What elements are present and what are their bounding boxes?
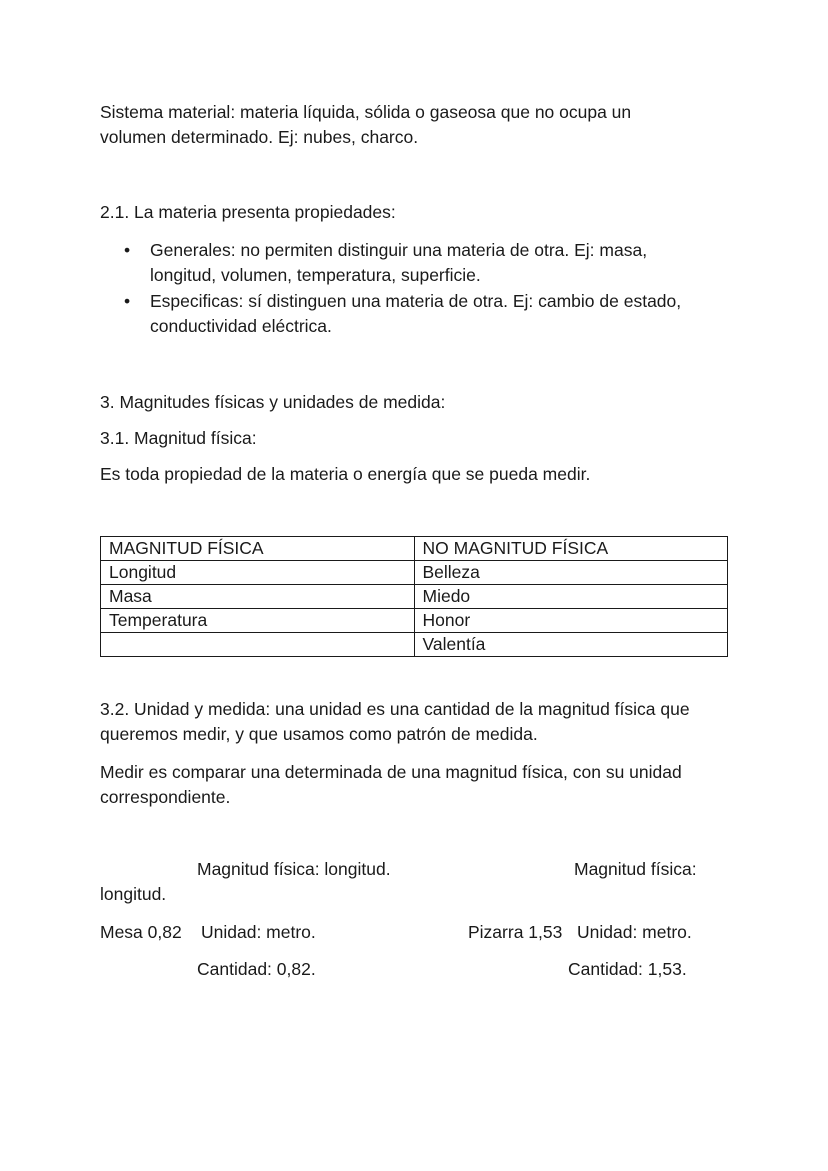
example-right-unit: Unidad: metro. [577, 922, 692, 942]
list-item-line-2: conductividad eléctrica. [150, 316, 332, 336]
table-row [101, 561, 728, 585]
table-header-cell: NO MAGNITUD FÍSICA [414, 537, 728, 561]
definition-text: Es toda propiedad de la materia o energía que se pueda medir. [100, 464, 591, 484]
table-header-row [101, 537, 728, 561]
example-right-quantity: Cantidad: 1,53. [568, 959, 687, 979]
table-cell: Honor [414, 609, 728, 633]
bullet-icon: • [124, 240, 131, 260]
example-right-object: Pizarra 1,53 [468, 922, 563, 942]
table-cell: Masa [101, 585, 415, 609]
example-left-quantity: Cantidad: 0,82. [197, 959, 316, 979]
table-row [101, 609, 728, 633]
section-3-2-line-1: 3.2. Unidad y medida: una unidad es una cantidad de la magnitud física que [100, 699, 690, 719]
list-item-line-2: longitud, volumen, temperatura, superficie. [150, 265, 481, 285]
section-3-2-paragraph [100, 697, 730, 747]
list-item-especificas [100, 289, 730, 339]
intro-paragraph [100, 100, 730, 150]
table-header-cell: MAGNITUD FÍSICA [101, 537, 415, 561]
bullet-icon: • [124, 291, 131, 311]
list-item-line-1: Generales: no permiten distinguir una materia de otra. Ej: masa, [150, 240, 648, 260]
table-row [101, 585, 728, 609]
table-cell: Miedo [414, 585, 728, 609]
list-item-line-1: Especificas: sí distinguen una materia de otra. Ej: cambio de estado, [150, 291, 682, 311]
section-3-1-heading: 3.1. Magnitud física: [100, 428, 257, 448]
example-right-magnitude: Magnitud física: [574, 859, 697, 879]
table-cell: Temperatura [101, 609, 415, 633]
intro-line-2: volumen determinado. Ej: nubes, charco. [100, 127, 419, 147]
list-item-generales [100, 238, 730, 288]
table-row [101, 633, 728, 657]
table-cell [101, 633, 415, 657]
section-3-heading: 3. Magnitudes físicas y unidades de medida: [100, 392, 446, 412]
magnitudes-table [100, 536, 728, 657]
measure-line-1: Medir es comparar una determinada de una magnitud física, con su unidad [100, 762, 682, 782]
example-left-magnitude: Magnitud física: longitud. [197, 859, 391, 879]
measure-paragraph [100, 760, 730, 810]
table-cell: Belleza [414, 561, 728, 585]
table-cell: Valentía [414, 633, 728, 657]
example-left-object: Mesa 0,82 [100, 922, 182, 942]
example-wrap-word: longitud. [100, 884, 167, 904]
properties-list [100, 238, 730, 340]
table-cell: Longitud [101, 561, 415, 585]
intro-line-1: Sistema material: materia líquida, sólida o gaseosa que no ocupa un [100, 102, 632, 122]
section-3-2-line-2: queremos medir, y que usamos como patrón de medida. [100, 724, 538, 744]
section-2-1-heading: 2.1. La materia presenta propiedades: [100, 202, 396, 222]
measure-line-2: correspondiente. [100, 787, 231, 807]
example-left-unit: Unidad: metro. [201, 922, 316, 942]
